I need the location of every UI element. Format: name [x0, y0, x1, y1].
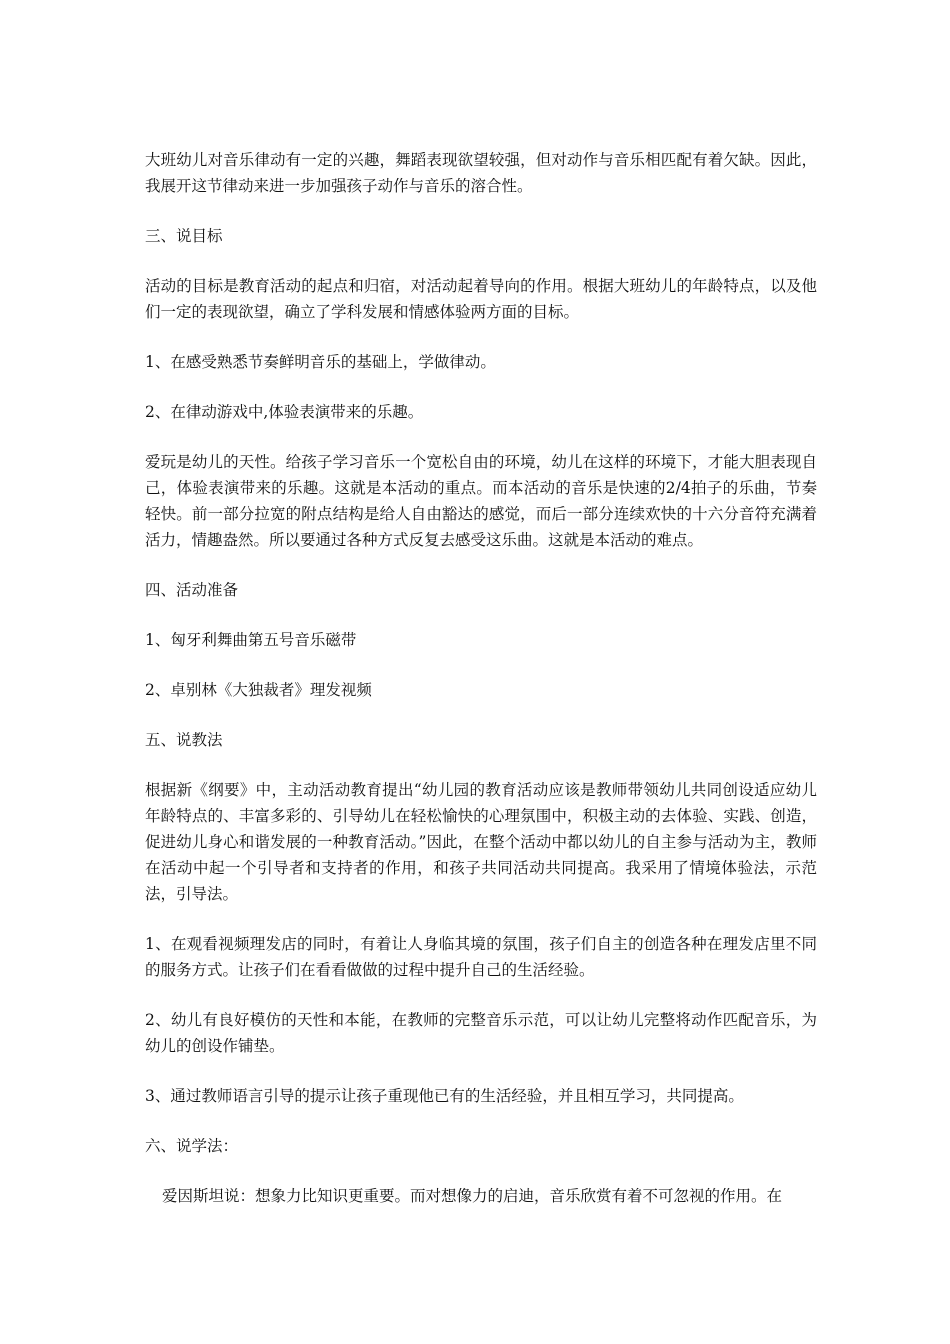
- method-item-3: 3、通过教师语言引导的提示让孩子重现他已有的生活经验，并且相互学习，共同提高。: [145, 1087, 744, 1105]
- section-heading-learning-methods: 六、说学法：: [145, 1137, 239, 1155]
- preparation-item-1: 1、匈牙利舞曲第五号音乐磁带: [145, 631, 357, 649]
- paragraph-goals-intro: 活动的目标是教育活动的起点和归宿，对活动起着导向的作用。根据大班幼儿的年龄特点，以及他们一定的表现欲望，确立了学科发展和情感体验两方面的目标。: [145, 277, 817, 321]
- goal-item-1: 1、在感受熟悉节奏鲜明音乐的基础上，学做律动。: [145, 353, 496, 371]
- document-body: [145, 147, 817, 1233]
- method-item-2: 2、幼儿有良好模仿的天性和本能，在教师的完整音乐示范，可以让幼儿完整将动作匹配音乐，为幼儿的创设作铺垫。: [145, 1011, 817, 1055]
- paragraph-focus-difficulty: 爱玩是幼儿的天性。给孩子学习音乐一个宽松自由的环境，幼儿在这样的环境下，才能大胆表现自己，体验表演带来的乐趣。这就是本活动的重点。而本活动的音乐是快速的2/4拍子的乐曲，节奏轻快。前一部分拉宽的附点结构是给人自由豁达的感觉，而后一部分连续欢快的十六分音符充满着活力，情趣盎然。所以要通过各种方式反复去感受这乐曲。这就是本活动的难点。: [145, 453, 817, 549]
- paragraph-class-analysis: 大班幼儿对音乐律动有一定的兴趣，舞蹈表现欲望较强，但对动作与音乐相匹配有着欠缺。因此，我展开这节律动来进一步加强孩子动作与音乐的溶合性。: [145, 151, 817, 195]
- paragraph-learning-methods: 爱因斯坦说：想象力比知识更重要。而对想像力的启迪，音乐欣赏有着不可忽视的作用。在: [162, 1187, 783, 1205]
- preparation-item-2: 2、卓别林《大独裁者》理发视频: [145, 681, 372, 699]
- goal-item-2: 2、在律动游戏中,体验表演带来的乐趣。: [145, 403, 424, 421]
- paragraph-teaching-methods: 根据新《纲要》中，主动活动教育提出“幼儿园的教育活动应该是教师带领幼儿共同创设适应幼儿年龄特点的、丰富多彩的、引导幼儿在轻松愉快的心理氛围中，积极主动的去体验、实践、创造，促进幼儿身心和谐发展的一种教育活动。”因此，在整个活动中都以幼儿的自主参与活动为主，教师在活动中起一个引导者和支持者的作用，和孩子共同活动共同提高。我采用了情境体验法，示范法，引导法。: [145, 781, 817, 903]
- section-heading-teaching-methods: 五、说教法: [145, 731, 223, 749]
- section-heading-goals: 三、说目标: [145, 227, 223, 245]
- section-heading-preparation: 四、活动准备: [145, 581, 239, 599]
- method-item-1: 1、在观看视频理发店的同时，有着让人身临其境的氛围，孩子们自主的创造各种在理发店里不同的服务方式。让孩子们在看看做做的过程中提升自己的生活经验。: [145, 935, 817, 979]
